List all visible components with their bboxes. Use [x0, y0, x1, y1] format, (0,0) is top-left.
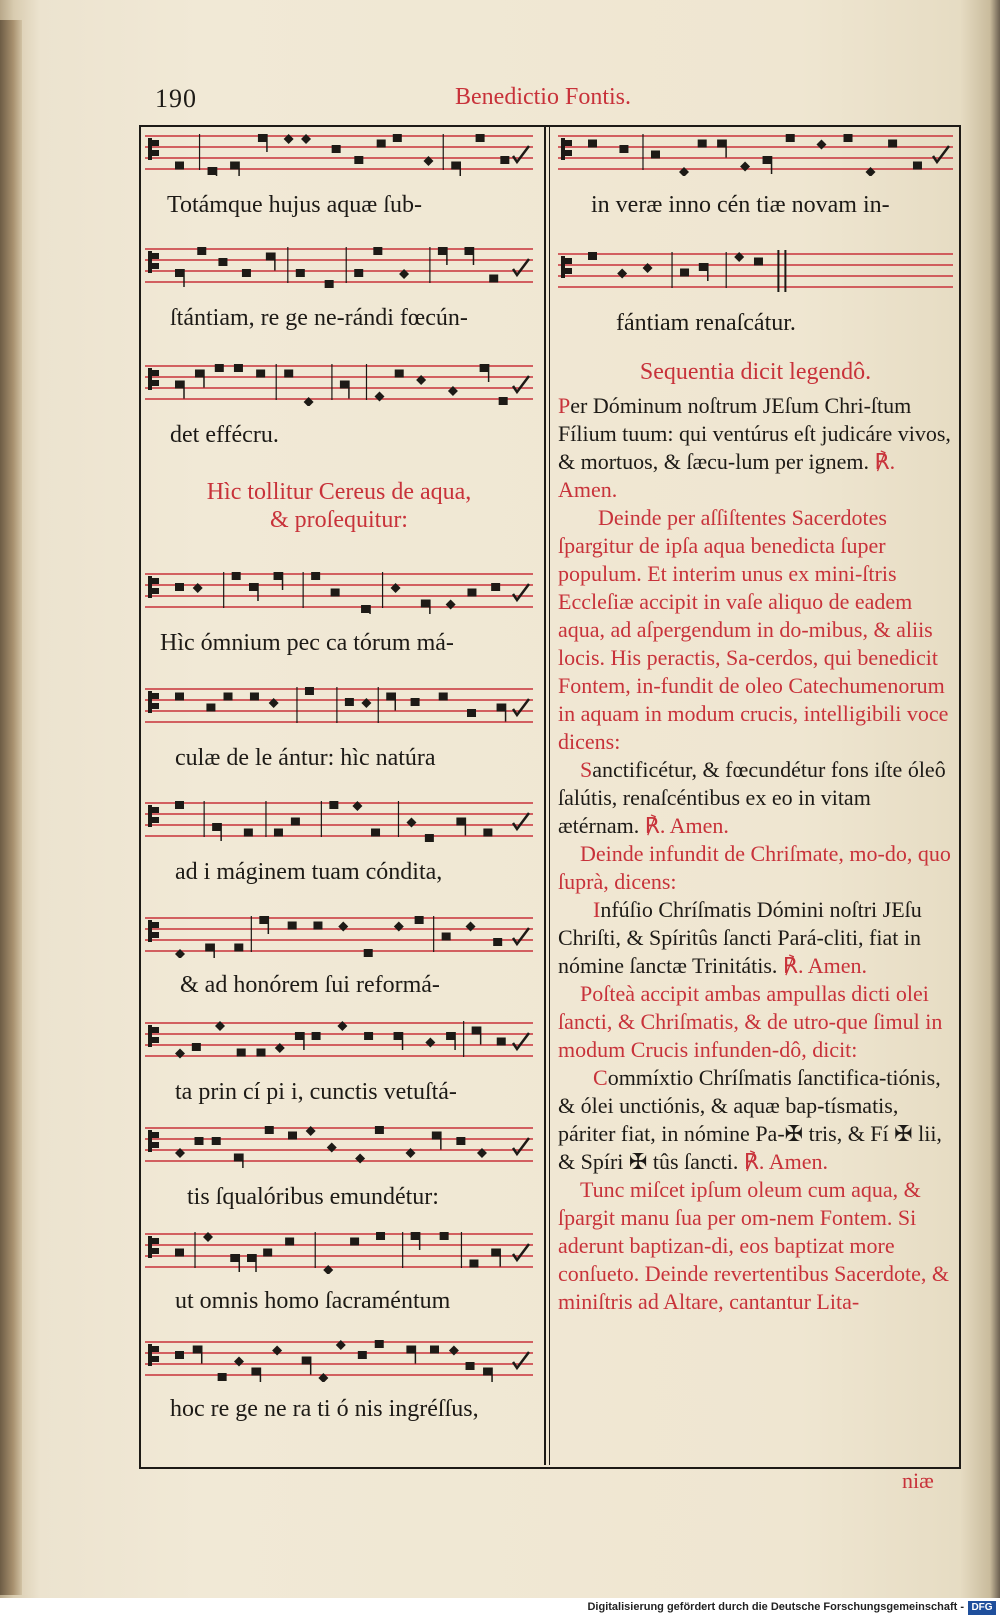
book-binding: [0, 20, 22, 1595]
neume-square: [274, 572, 283, 580]
neume-square: [438, 247, 447, 255]
neume-square: [329, 801, 338, 809]
neume-square: [212, 823, 221, 831]
chant-system: [145, 1228, 533, 1328]
neume-square: [421, 600, 430, 608]
neume-square: [451, 162, 460, 170]
rubric-line-1: Hìc tollitur Cereus de aqua,: [206, 479, 472, 505]
neume-square: [373, 247, 382, 255]
neume-square: [354, 156, 363, 164]
c-clef: [148, 368, 152, 390]
neume-square: [175, 162, 184, 170]
chant-staff: [145, 1122, 533, 1168]
neume-square: [588, 252, 597, 260]
neume-diamond: [272, 1346, 282, 1356]
neume-diamond: [374, 392, 384, 402]
custos: [513, 376, 529, 392]
chant-system: [145, 912, 533, 1012]
chant-lyric: ta prin cí pi i, cunctis vetuſtá-: [175, 1079, 457, 1105]
c-clef: [152, 150, 159, 156]
chant-system: [145, 683, 533, 783]
response-amen: ℟. Amen.: [782, 953, 868, 978]
chant-lyric: fántiam renaſcátur.: [616, 310, 796, 336]
neume-square: [234, 364, 243, 372]
neume-diamond: [466, 922, 476, 932]
neume-square: [888, 140, 897, 148]
neume-diamond: [338, 922, 348, 932]
running-head: Benedictio Fontis.: [455, 84, 631, 110]
custos: [513, 1033, 529, 1049]
initial-letter: P: [558, 393, 571, 418]
neume-square: [263, 1249, 272, 1257]
neume-square: [464, 247, 473, 255]
c-clef: [152, 588, 159, 594]
chant-system: [145, 130, 533, 230]
custos: [513, 146, 529, 162]
folio-number: 190: [155, 84, 197, 113]
c-clef: [152, 817, 159, 823]
c-clef: [152, 1356, 159, 1362]
neume-square: [411, 698, 420, 706]
chant-system: [145, 1017, 533, 1117]
neume-square: [302, 1357, 311, 1365]
response-amen: ℟. Amen.: [558, 449, 896, 502]
neume-square: [430, 1346, 439, 1354]
c-clef: [152, 578, 159, 584]
neume-diamond: [816, 140, 826, 150]
neume-square: [345, 698, 354, 706]
chant-system: [558, 130, 953, 230]
c-clef: [152, 1027, 159, 1033]
c-clef: [148, 1344, 152, 1366]
neume-square: [394, 1032, 403, 1040]
c-clef: [561, 138, 565, 160]
neume-square: [232, 572, 241, 580]
neume-square: [206, 704, 215, 712]
neume-square: [175, 381, 184, 389]
neume-square: [266, 253, 275, 261]
neume-square: [406, 1346, 415, 1354]
neume-diamond: [175, 1049, 185, 1059]
rubric-paragraph: Poſteà accipit ambas ampullas dicti olei ſancti, & Chriſmatis, & de utro-que ſimul in modum Crucis infunden-dô, dicit:: [558, 981, 943, 1062]
prose-block: [558, 392, 953, 1316]
neume-square: [230, 162, 239, 170]
rubric-paragraph: Deinde infundit de Chriſmate, mo-do, quo ſuprà, dicens:: [558, 841, 951, 894]
neume-diamond: [425, 1038, 435, 1048]
neume-square: [259, 916, 268, 924]
c-clef: [152, 1037, 159, 1043]
neume-square: [244, 829, 253, 837]
sequentia-heading: Sequentia dicit legendô.: [639, 359, 872, 385]
initial-letter: I: [593, 897, 601, 922]
neume-square: [215, 364, 224, 372]
chant-staff: [145, 797, 533, 843]
neume-square: [456, 1137, 465, 1145]
neume-square: [354, 269, 363, 277]
neume-square: [364, 949, 373, 957]
neume-square: [411, 1232, 420, 1240]
paragraph-text: ommíxtio Chríſmatis ſanctifica-tiónis, & ólei unctiónis, & aquæ bap-tísmatis, páriter fiat, in nómine Pa-✠ tris, & Fí ✠ lii, & Spíri ✠ tûs ſancti.: [558, 1065, 942, 1174]
initial-letter: C: [593, 1065, 608, 1090]
catchword: niæ: [902, 1468, 934, 1493]
neume-square: [295, 1032, 304, 1040]
chant-lyric: & ad honórem ſui reformá-: [180, 972, 440, 998]
neume-square: [489, 275, 498, 283]
c-clef: [152, 1132, 159, 1138]
c-clef: [148, 138, 152, 160]
neume-square: [312, 1032, 321, 1040]
c-clef: [561, 256, 565, 278]
neume-square: [288, 1132, 297, 1140]
neume-square: [331, 589, 340, 597]
initial-letter: S: [580, 757, 593, 782]
neume-square: [361, 605, 370, 613]
neume-square: [499, 397, 508, 405]
response-amen: ℟. Amen.: [743, 1149, 828, 1174]
c-clef: [565, 268, 572, 274]
neume-square: [698, 140, 707, 148]
c-clef: [152, 693, 159, 699]
chant-staff: [558, 130, 953, 176]
paragraph-text: er Dóminum noſtrum JEſum Chri-ſtum Fílium tuum: qui ventúrus eſt judicáre vivos, & mortuos, & ſæcu-lum per ignem.: [558, 393, 951, 474]
chant-staff: [145, 912, 533, 958]
neume-square: [205, 944, 214, 952]
c-clef: [565, 140, 572, 146]
chant-staff: [558, 248, 953, 294]
neume-square: [274, 829, 283, 837]
c-clef: [152, 140, 159, 146]
neume-diamond: [234, 1357, 244, 1367]
neume-square: [469, 1260, 478, 1268]
chant-staff: [145, 130, 533, 176]
neume-square: [500, 156, 509, 164]
chant-staff: [145, 1017, 533, 1063]
c-clef: [148, 1130, 152, 1152]
chant-system: [145, 1336, 533, 1436]
c-clef: [152, 263, 159, 269]
neume-square: [234, 944, 243, 952]
chant-lyric: det effécru.: [170, 422, 279, 448]
c-clef: [565, 150, 572, 156]
neume-square: [497, 1038, 506, 1046]
paragraph-text: nfúſio Chríſmatis Dómini noſtri JEſu Chriſti, & Spíritûs ſancti Pará-cliti, fiat in nómine ſanctæ Trinitátis.: [558, 897, 922, 978]
neume-square: [699, 263, 708, 271]
neume-square: [913, 162, 922, 170]
neume-square: [844, 134, 853, 142]
neume-square: [340, 381, 349, 389]
neume-square: [497, 704, 506, 712]
neume-square: [208, 167, 217, 175]
paragraph-text: anctificétur, & fœcundétur fons iſte óleô ſalútis, renaſcéntibus ex eo in vitam ætérnam.: [558, 757, 946, 838]
neume-square: [311, 572, 320, 580]
neume-square: [456, 818, 465, 826]
neume-square: [175, 801, 184, 809]
neume-square: [491, 1249, 500, 1257]
custos: [513, 584, 529, 600]
chant-system: [145, 360, 533, 460]
neume-square: [296, 269, 305, 277]
neume-square: [192, 1043, 201, 1051]
prose-paragraph: [558, 896, 953, 980]
neume-square: [395, 370, 404, 378]
chant-lyric: tis ſqualóribus emundétur:: [187, 1184, 439, 1210]
chant-system: [145, 1122, 533, 1222]
custos: [513, 699, 529, 715]
neume-diamond: [406, 818, 416, 828]
chant-staff: [145, 683, 533, 729]
neume-square: [175, 693, 184, 701]
c-clef: [565, 258, 572, 264]
neume-square: [230, 1254, 239, 1262]
neume-square: [234, 1154, 243, 1162]
neume-square: [265, 1126, 274, 1134]
neume-square: [175, 583, 184, 591]
neume-square: [480, 364, 489, 372]
neume-square: [393, 134, 402, 142]
chant-lyric: culæ de le ántur: hìc natúra: [175, 745, 436, 771]
neume-square: [258, 134, 267, 142]
neume-square: [386, 693, 395, 701]
neume-square: [377, 140, 386, 148]
neume-square: [251, 1368, 260, 1376]
c-clef: [152, 253, 159, 259]
neume-square: [763, 156, 772, 164]
chant-lyric: ut omnis homo ſacraméntum: [175, 1288, 451, 1314]
c-clef: [152, 932, 159, 938]
neume-square: [432, 1132, 441, 1140]
neume-diamond: [355, 1154, 365, 1164]
neume-diamond: [446, 600, 456, 610]
neume-square: [754, 258, 763, 266]
neume-square: [224, 693, 233, 701]
c-clef: [152, 380, 159, 386]
chant-staff: [145, 360, 533, 406]
neume-square: [425, 834, 434, 842]
neume-square: [195, 370, 204, 378]
neume-square: [247, 1254, 256, 1262]
neume-square: [376, 1232, 385, 1240]
chant-system: [145, 568, 533, 668]
neume-square: [332, 145, 341, 153]
neume-square: [358, 1351, 367, 1359]
neume-square: [175, 1249, 184, 1257]
neume-square: [375, 1126, 384, 1134]
rubric-instruction: [145, 478, 533, 534]
chant-lyric: ad i máginem tuam cóndita,: [175, 859, 443, 885]
rubric-paragraph: Deinde per aſſiſtentes Sacerdotes ſpargitur de ipſa aqua benedicta ſuper populum. Et interim unus ex mini-ſtris Eccleſiæ accipit in vaſe aliquo de eadem aqua, ad aſpergendum in do-mibus, & aliis locis. His peractis, Sa-cerdos, qui benedicit Fontem, in-fundit de oleo Catechumenorum in aquam in modum crucis, intelligibili voce dicens:: [558, 505, 949, 754]
neume-square: [218, 258, 227, 266]
neume-square: [197, 247, 206, 255]
digitization-footer: [0, 1598, 1000, 1620]
digitization-credit: Digitalisierung gefördert durch die Deutsche Forschungsgemeinschaft -: [587, 1601, 964, 1613]
neume-square: [476, 134, 485, 142]
custos: [933, 146, 949, 162]
neume-square: [242, 269, 251, 277]
chant-system-final: [558, 248, 953, 338]
neume-square: [250, 693, 259, 701]
neume-square: [284, 370, 293, 378]
neume-square: [256, 370, 265, 378]
chant-staff: [145, 1336, 533, 1382]
neume-diamond: [394, 922, 404, 932]
c-clef: [152, 807, 159, 813]
neume-square: [491, 583, 500, 591]
neume-square: [483, 1368, 492, 1376]
c-clef: [148, 920, 152, 942]
c-clef: [148, 1025, 152, 1047]
neume-square: [439, 693, 448, 701]
c-clef: [152, 1238, 159, 1244]
prose-paragraph: [558, 1064, 953, 1176]
neume-square: [467, 589, 476, 597]
neume-diamond: [449, 1346, 459, 1356]
neume-square: [717, 140, 726, 148]
neume-square: [291, 818, 300, 826]
chant-staff: [145, 243, 533, 289]
neume-square: [313, 922, 322, 930]
neume-square: [218, 1373, 227, 1381]
neume-square: [175, 1351, 184, 1359]
custos: [513, 928, 529, 944]
chant-lyric: ſtántiam, re ge ne-rándi fœcún-: [170, 305, 468, 331]
neume-square: [237, 1049, 246, 1057]
neume-square: [466, 1362, 475, 1370]
neume-square: [651, 151, 660, 159]
neume-square: [371, 829, 380, 837]
c-clef: [152, 1248, 159, 1254]
dfg-logo: DFG: [968, 1601, 996, 1615]
neume-diamond: [327, 1143, 337, 1153]
c-clef: [152, 1346, 159, 1352]
neume-square: [588, 140, 597, 148]
neume-square: [375, 1340, 384, 1348]
neume-square: [472, 1027, 481, 1035]
chant-system: [145, 797, 533, 897]
neume-square: [249, 583, 258, 591]
neume-square: [325, 280, 334, 288]
chant-lyric: hoc re ge ne ra ti ó nis ingréſſus,: [170, 1396, 479, 1422]
c-clef: [152, 703, 159, 709]
rubric-line-2: & proſequitur:: [270, 507, 408, 533]
rubric-paragraph: Tunc miſcet ipſum oleum cum aqua, & ſpargit manu ſua per om-nem Fontem. Si aderunt baptizan-di, eos baptizat more conſueto. Deinde revertentibus Sacerdote, & miniſtris ad Altare, cantantur Lita-: [558, 1177, 949, 1314]
c-clef: [152, 370, 159, 376]
chant-staff: [145, 568, 533, 614]
neume-square: [786, 134, 795, 142]
c-clef: [148, 805, 152, 827]
c-clef: [152, 922, 159, 928]
c-clef: [152, 1142, 159, 1148]
neume-square: [212, 1137, 221, 1145]
neume-square: [483, 829, 492, 837]
neume-square: [364, 1032, 373, 1040]
neume-square: [257, 1049, 266, 1057]
neume-square: [350, 1238, 359, 1246]
neume-diamond: [740, 162, 750, 172]
chant-system: [145, 243, 533, 343]
custos: [513, 1138, 529, 1154]
chant-staff: [145, 1228, 533, 1274]
neume-square: [440, 1232, 449, 1240]
neume-square: [619, 145, 628, 153]
c-clef: [148, 691, 152, 713]
prose-paragraph: [558, 392, 953, 504]
custos: [513, 259, 529, 275]
neume-square: [442, 933, 451, 941]
neume-square: [680, 269, 689, 277]
neume-square: [415, 916, 424, 924]
neume-square: [446, 1032, 455, 1040]
chant-lyric: in veræ inno cén tiæ novam in-: [591, 192, 890, 218]
neume-square: [175, 269, 184, 277]
chant-lyric: Totámque hujus aquæ ſub-: [167, 192, 422, 218]
prose-paragraph: [558, 756, 953, 840]
neume-square: [288, 922, 297, 930]
neume-square: [193, 1346, 202, 1354]
c-clef: [148, 576, 152, 598]
chant-lyric: Hìc ómnium pec ca tórum má-: [160, 630, 454, 656]
neume-square: [467, 709, 476, 717]
neume-square: [493, 938, 502, 946]
neume-square: [285, 1238, 294, 1246]
custos: [513, 1352, 529, 1368]
response-amen: ℟. Amen.: [644, 813, 729, 838]
custos: [513, 813, 529, 829]
c-clef: [148, 251, 152, 273]
custos: [513, 1244, 529, 1260]
c-clef: [148, 1236, 152, 1258]
neume-square: [195, 1137, 204, 1145]
neume-square: [305, 687, 314, 695]
neume-diamond: [617, 269, 627, 279]
